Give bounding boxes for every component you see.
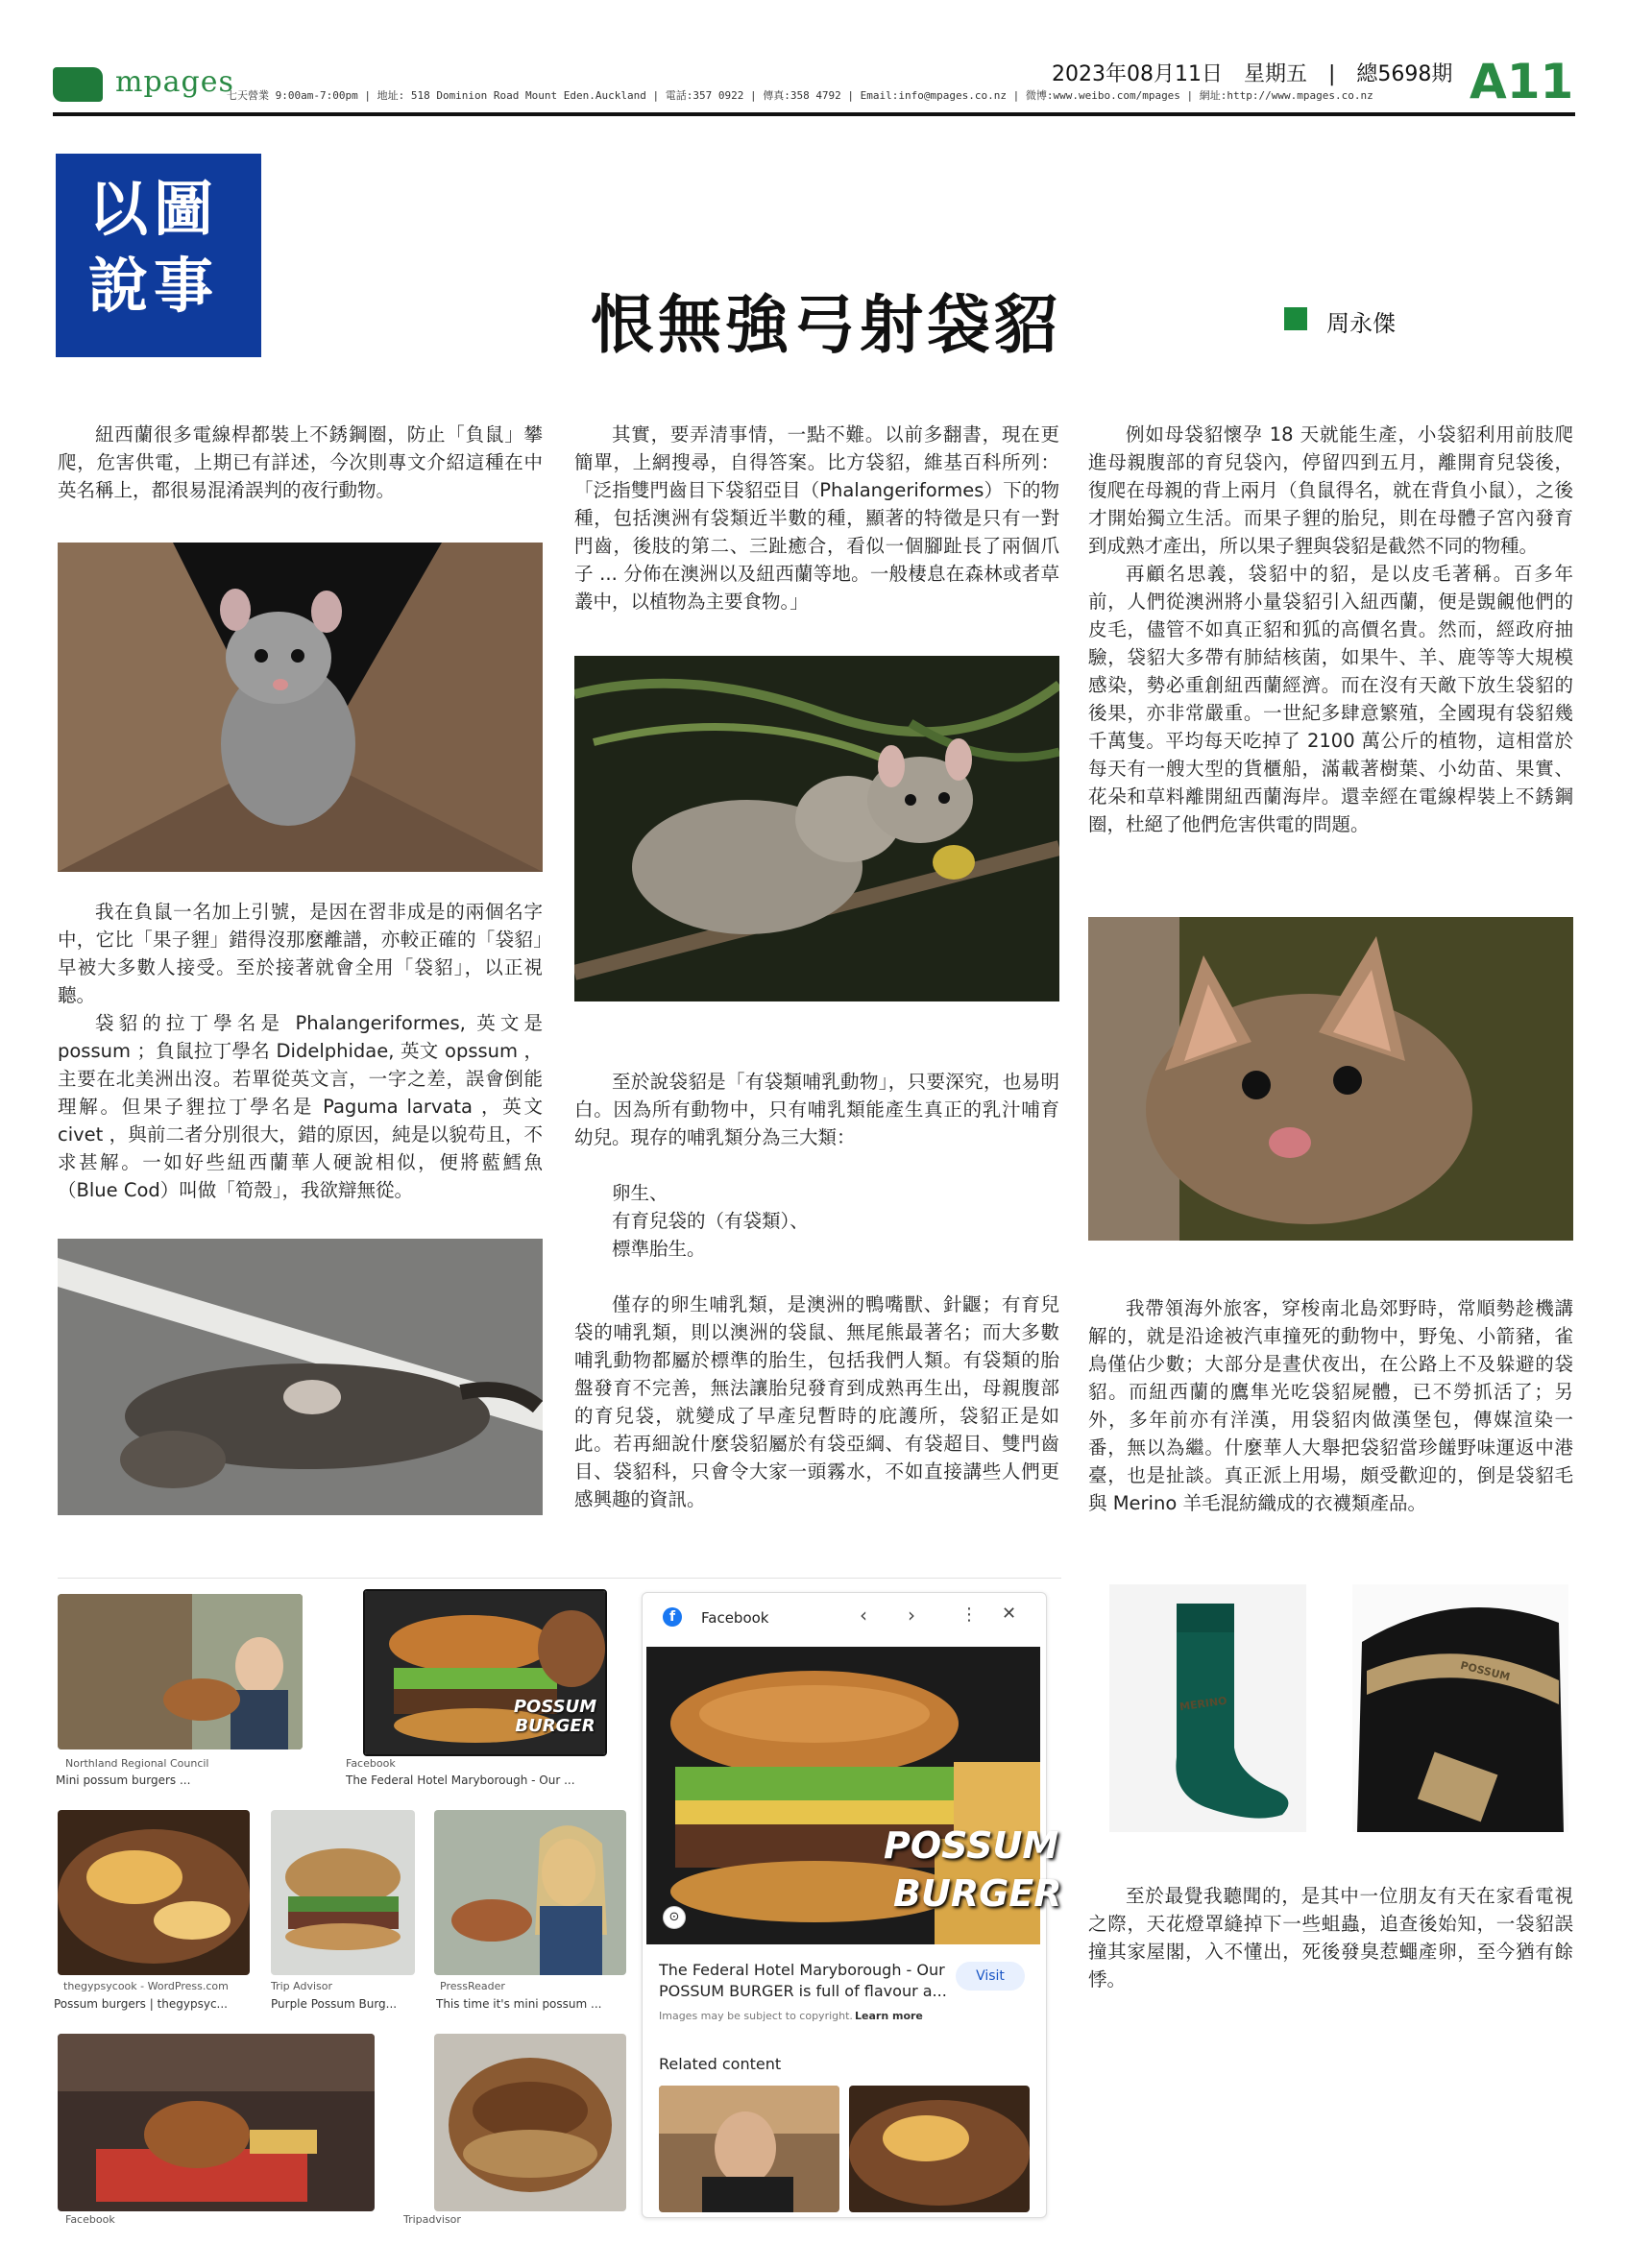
paragraph: 例如母袋貂懷孕 18 天就能生產，小袋貂利用前肢爬進母親腹部的育兒袋內，停留四到五月，離開育兒袋後，復爬在母親的背上兩月（負鼠得名，就在背負小鼠），之後才開始獨立生活。而果子貍的胎兒，則在母體子宮內發育到成熟才產出，所以果子貍與袋貂是截然不同的物種。 — [1088, 423, 1573, 557]
possum-overlay-text: POSSUM — [884, 1824, 1059, 1867]
photo-roadkill-possum — [58, 1239, 543, 1515]
list-item: 有育兒袋的（有袋類）、 — [612, 1210, 809, 1232]
related-content-tile[interactable] — [659, 2086, 839, 2212]
newspaper-logo-icon — [53, 67, 103, 102]
article-headline: 恨無強弓射袋貂 — [591, 287, 1061, 362]
image-result-tile[interactable] — [271, 1810, 415, 1975]
possum-burger-overlay-small: POSSUM BURGER — [513, 1697, 597, 1736]
image-result-tile[interactable] — [58, 2034, 375, 2211]
column-2-top — [574, 421, 1059, 615]
page-number: A11 — [1470, 54, 1574, 109]
paragraph: 再顧名思義，袋貂中的貂，是以皮毛著稱。百多年前，人們從澳洲將小量袋貂引入紐西蘭，便是覬覦他們的皮毛，儘管不如真正貂和狐的高價名貴。然而，經政府抽驗，袋貂大多帶有肺結核菌，如果牛、羊、鹿等等大規模感染，勢必重創紐西蘭經濟。而在沒有天敵下放生袋貂的後果，亦非常嚴重。一世紀多肆意繁殖，全國現有袋貂幾千萬隻。平均每天吃掉了 2100 萬公斤的植物，這相當於每天有一艘大型的貨櫃船，滿載著樹葉、小幼苗、果實、花朵和草料離開紐西蘭海岸。還幸經在電線桿裝上不銹鋼圈，杜絕了他們危害供電的問題。 — [1088, 563, 1573, 835]
image-result-source: Facebook — [65, 2213, 115, 2226]
related-content-tile[interactable] — [849, 2086, 1030, 2212]
image-result-source: Northland Regional Council — [65, 1757, 209, 1770]
image-result-caption[interactable]: Purple Possum Burg... — [271, 1997, 398, 2011]
merino-brand-text: POSSUM — [1459, 1658, 1512, 1684]
list-item: 標準胎生。 — [612, 1238, 706, 1260]
column-1-body — [58, 898, 543, 1204]
image-result-tile[interactable] — [58, 1810, 250, 1975]
learn-more-link[interactable]: Learn more — [855, 2010, 923, 2022]
image-result-source: thegypsycook - WordPress.com — [63, 1980, 229, 1992]
column-3-top — [1088, 421, 1573, 838]
paragraph: 我在負鼠一名加上引號，是因在習非成是的兩個名字中，它比「果子貍」錯得沒那麼離譜，亦較正確的「袋貂」早被大多數人接受。至於接著就會全用「袋貂」，以正視聽。 — [58, 901, 543, 1006]
facebook-card-caption-line2[interactable]: POSSUM BURGER is full of flavour a... — [659, 1982, 947, 2000]
image-result-source: PressReader — [440, 1980, 505, 1992]
image-result-caption[interactable]: Possum burgers | thegypsyc... — [54, 1997, 228, 2011]
author-name: 周永傑 — [1326, 310, 1396, 337]
image-result-tile[interactable] — [434, 2034, 626, 2211]
photo-possum-closeup — [1088, 917, 1573, 1241]
header-divider — [53, 112, 1575, 116]
column-badge — [56, 154, 261, 357]
more-options-icon[interactable]: ⋮ — [960, 1604, 978, 1625]
visit-button[interactable]: Visit — [956, 1962, 1025, 1991]
image-result-caption[interactable]: Mini possum burgers ... — [56, 1773, 191, 1787]
header-contact-info: 七天營業 9:00am-7:00pm | 地址: 518 Dominion Road Mount Eden.Auckland | 電話:357 0922 | 傳真:358 4792 | Email:info@mpages.co.nz | 微博:www.weibo.com/mpages | 網址:http://www.mpages.co.nz — [227, 89, 1373, 102]
next-arrow-icon[interactable]: › — [908, 1604, 915, 1627]
column-badge-line1: 以圖 — [88, 174, 220, 244]
image-result-source: Trip Advisor — [271, 1980, 333, 1992]
photo-possum-pair-on-branch — [574, 656, 1059, 1001]
image-result-tile[interactable] — [58, 1594, 303, 1749]
column-1-intro — [58, 421, 543, 504]
column-badge-line2: 說事 — [88, 251, 220, 321]
column-2-middle — [574, 1068, 1059, 1513]
author-marker-icon — [1284, 307, 1307, 330]
collage-top-border — [58, 1578, 1061, 1579]
column-3-final — [1088, 1882, 1573, 1993]
paragraph: 我帶領海外旅客，穿梭南北島郊野時，常順勢趁機講解的，就是沿途被汽車撞死的動物中，野兔、小箭豬，雀鳥僅佔少數；大部分是晝伏夜出，在公路上不及躲避的袋貂。而紐西蘭的鷹隼光吃袋貂屍體，已不勞抓活了；另外，多年前亦有洋漢，用袋貂肉做漢堡包，傳媒渲染一番，無以為繼。什麼華人大舉把袋貂當珍饈野味運返中港臺，也是扯談。真正派上用場，頗受歡迎的，倒是袋貂毛與 Merino 羊毛混紡織成的衣襪類產品。 — [1088, 1297, 1573, 1514]
facebook-card-caption-line1[interactable]: The Federal Hotel Maryborough - Our — [659, 1961, 945, 1979]
paragraph: 至於最覺我聽聞的，是其中一位朋友有天在家看電視之際，天花燈罩縫掉下一些蛆蟲，追查後始知，一袋貂誤撞其家屋閣，入不懂出，死後發臭惹蠅產卵，至今猶有餘悸。 — [1088, 1885, 1573, 1991]
paragraph: 僅存的卵生哺乳類，是澳洲的鴨嘴獸、針鼴；有育兒袋的哺乳類，則以澳洲的袋鼠、無尾熊最著名；而大多數哺乳動物都屬於標準的胎生，包括我們人類。有袋類的胎盤發育不完善，無法讓胎兒發育到成熟再生出，母親腹部的育兒袋，就變成了早產兒暫時的庇護所，袋貂正是如此。若再細說什麼袋貂屬於有袋亞綱、有袋超目、雙門齒目、袋貂科，只會令大家一頭霧水，不如直接講些人們更感興趣的資訊。 — [574, 1293, 1059, 1510]
lens-search-icon[interactable]: ⊙ — [663, 1906, 686, 1929]
paragraph: 至於說袋貂是「有袋類哺乳動物」，只要深究，也易明白。因為所有動物中，只有哺乳類能產生真正的乳汁哺育幼兒。現存的哺乳類分為三大類： — [574, 1071, 1059, 1148]
related-content-heading: Related content — [659, 2055, 782, 2073]
paragraph: 其實，要弄清事情，一點不難。以前多翻書，現在更簡單，上網搜尋，自得答案。比方袋貂，維基百科所列：「泛指雙門齒目下袋貂亞目（Phalangeriformes）下的物種，包括澳洲有袋類近半數的種，顯著的特徵是只有一對門齒，後肢的第二、三趾癒合，看似一個腳趾長了兩個爪子 ... 分佈在澳洲以及紐西蘭等地。一般棲息在森林或者草叢中，以植物為主要食物。」 — [574, 423, 1059, 613]
image-result-source: Tripadvisor — [403, 2213, 461, 2226]
image-result-source: Facebook — [346, 1757, 396, 1770]
photo-merino-possum-beanie — [1352, 1584, 1568, 1832]
facebook-card-title: Facebook — [701, 1609, 769, 1627]
image-result-tile[interactable] — [434, 1810, 626, 1975]
paragraph: 紐西蘭很多電線桿都裝上不銹鋼圈，防止「負鼠」攀爬，危害供電，上期已有詳述，今次則專文介紹這種在中英名稱上，都很易混淆誤判的夜行動物。 — [58, 423, 543, 501]
merino-label-text: MERINO — [1178, 1694, 1228, 1714]
close-icon[interactable]: ✕ — [1002, 1604, 1017, 1624]
column-3-bottom — [1088, 1294, 1573, 1517]
list-item: 卵生、 — [612, 1182, 668, 1204]
issue-date: 2023年08月11日 星期五 | 總5698期 — [1052, 62, 1453, 86]
facebook-icon: f — [663, 1607, 682, 1627]
image-result-caption[interactable]: This time it's mini possum ... — [436, 1997, 602, 2011]
paragraph: 袋貂的拉丁學名是 Phalangeriformes, 英文是 possum ；負鼠拉丁學名 Didelphidae, 英文 opssum ，主要在北美洲出沒。若單從英文言，一字之差，誤會倒能理解。但果子貍拉丁學名是 Paguma larvata ，英文 civet ，與前二者分別很大，錯的原因，純是以貌苟且，不求甚解。一如好些紐西蘭華人硬說相似，便將藍鱈魚（Blue Cod）叫做「筍殼」，我欲辯無從。 — [58, 1012, 543, 1201]
prev-arrow-icon[interactable]: ‹ — [860, 1604, 867, 1627]
burger-overlay-text: BURGER — [893, 1872, 1062, 1915]
image-result-caption[interactable]: The Federal Hotel Maryborough - Our ... — [346, 1773, 575, 1787]
copyright-note: Images may be subject to copyright. — [659, 2010, 853, 2022]
newspaper-logo-text: mpages — [115, 65, 234, 99]
photo-possum-in-tree — [58, 543, 543, 872]
